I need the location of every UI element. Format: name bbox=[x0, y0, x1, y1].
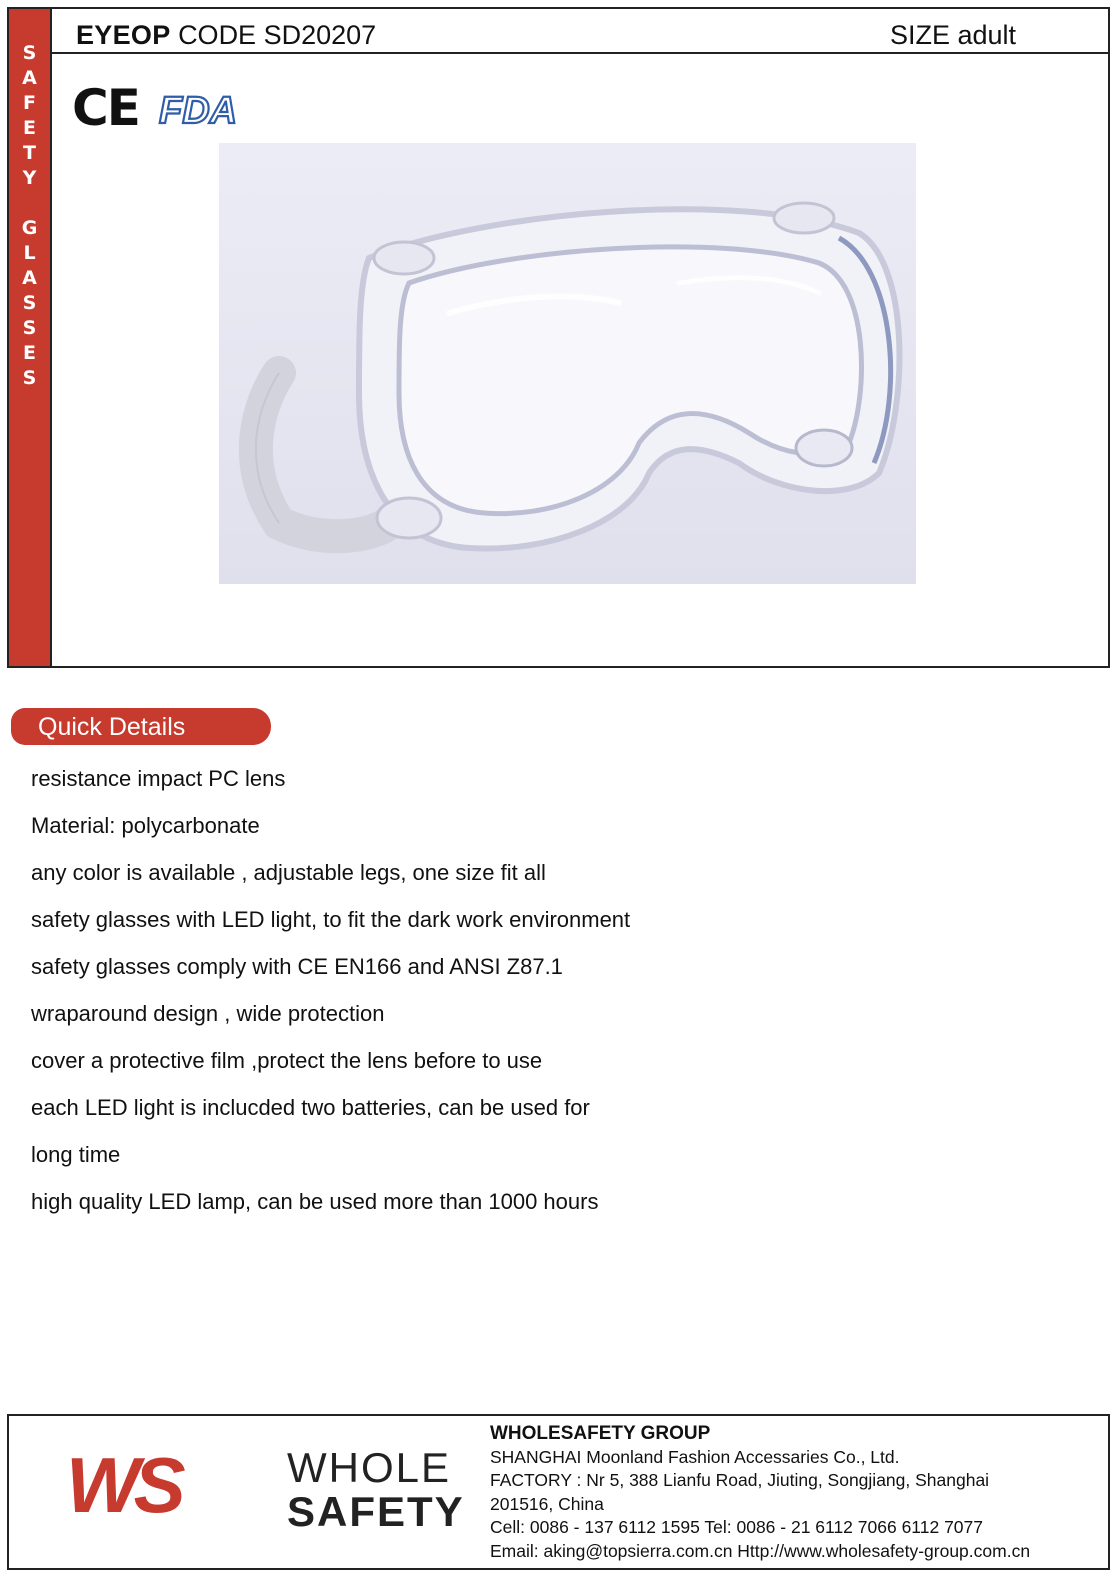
logo-mark-text: WS bbox=[66, 1450, 180, 1520]
detail-line: wraparound design , wide protection bbox=[31, 1001, 385, 1026]
detail-line: high quality LED lamp, can be used more than 1000 hours bbox=[31, 1189, 599, 1214]
side-letter: F bbox=[23, 92, 36, 114]
email-and-website: Email: aking@topsierra.com.cn Http://www.wholesafety-group.com.cn bbox=[490, 1540, 1031, 1561]
side-letter: A bbox=[22, 67, 37, 89]
company-name: SHANGHAI Moonland Fashion Accessaries Co., Ltd. bbox=[490, 1446, 900, 1467]
company-footer bbox=[7, 1414, 1110, 1570]
product-code: CODE SD20207 bbox=[178, 20, 377, 50]
side-letter: T bbox=[23, 142, 36, 164]
wholesafety-logo-icon bbox=[66, 1450, 266, 1520]
product-size: SIZE adult bbox=[889, 20, 1016, 50]
group-name: WHOLESAFETY GROUP bbox=[490, 1423, 711, 1444]
detail-line: each LED light is inclucded two batteries, can be used for bbox=[31, 1095, 590, 1120]
side-letter: G bbox=[21, 217, 38, 239]
side-letter: A bbox=[22, 267, 37, 289]
quick-details-heading bbox=[11, 708, 271, 745]
product-photo bbox=[219, 143, 916, 584]
detail-line: safety glasses with LED light, to fit the dark work environment bbox=[31, 907, 631, 932]
side-letter-gap bbox=[9, 191, 50, 216]
ce-mark-icon: CE bbox=[72, 79, 139, 137]
detail-line: long time bbox=[31, 1142, 121, 1167]
fda-logo-icon bbox=[157, 89, 257, 129]
logo-word-safety: SAFETY bbox=[287, 1488, 465, 1535]
logo-word-whole: WHOLE bbox=[287, 1444, 452, 1491]
quick-details-title: Quick Details bbox=[38, 713, 186, 741]
title-row bbox=[52, 9, 1108, 54]
company-contact-block bbox=[490, 1422, 1030, 1563]
product-header-panel bbox=[7, 7, 1110, 668]
factory-address-cont: 201516, China bbox=[490, 1493, 604, 1514]
detail-line: Material: polycarbonate bbox=[31, 813, 260, 838]
product-code-title bbox=[76, 20, 376, 50]
detail-line: any color is available , adjustable legs, one size fit all bbox=[31, 860, 546, 885]
phone-numbers: Cell: 0086 - 137 6112 1595 Tel: 0086 - 21 6112 7066 6112 7077 bbox=[490, 1517, 983, 1537]
side-letter: S bbox=[22, 292, 37, 314]
factory-address: FACTORY : Nr 5, 388 Lianfu Road, Jiuting, Songjiang, Shanghai bbox=[490, 1470, 990, 1490]
quick-details-list bbox=[31, 765, 630, 1235]
side-letter: S bbox=[22, 317, 37, 339]
category-side-bar bbox=[9, 9, 52, 666]
detail-line: resistance impact PC lens bbox=[31, 766, 286, 791]
side-letter: E bbox=[23, 342, 36, 364]
side-letter: Y bbox=[22, 167, 37, 189]
detail-line: safety glasses comply with CE EN166 and ANSI Z87.1 bbox=[31, 954, 563, 979]
detail-line: cover a protective film ,protect the lens before to use bbox=[31, 1048, 543, 1073]
fda-logo-text: FDA bbox=[159, 90, 238, 129]
brand-name: EYEOP bbox=[76, 20, 171, 50]
side-letter: L bbox=[23, 242, 36, 264]
logo-wordmark bbox=[287, 1446, 465, 1534]
side-letter: S bbox=[22, 367, 37, 389]
category-vertical-label bbox=[9, 41, 50, 391]
side-letter: S bbox=[22, 42, 37, 64]
side-letter: E bbox=[23, 117, 36, 139]
